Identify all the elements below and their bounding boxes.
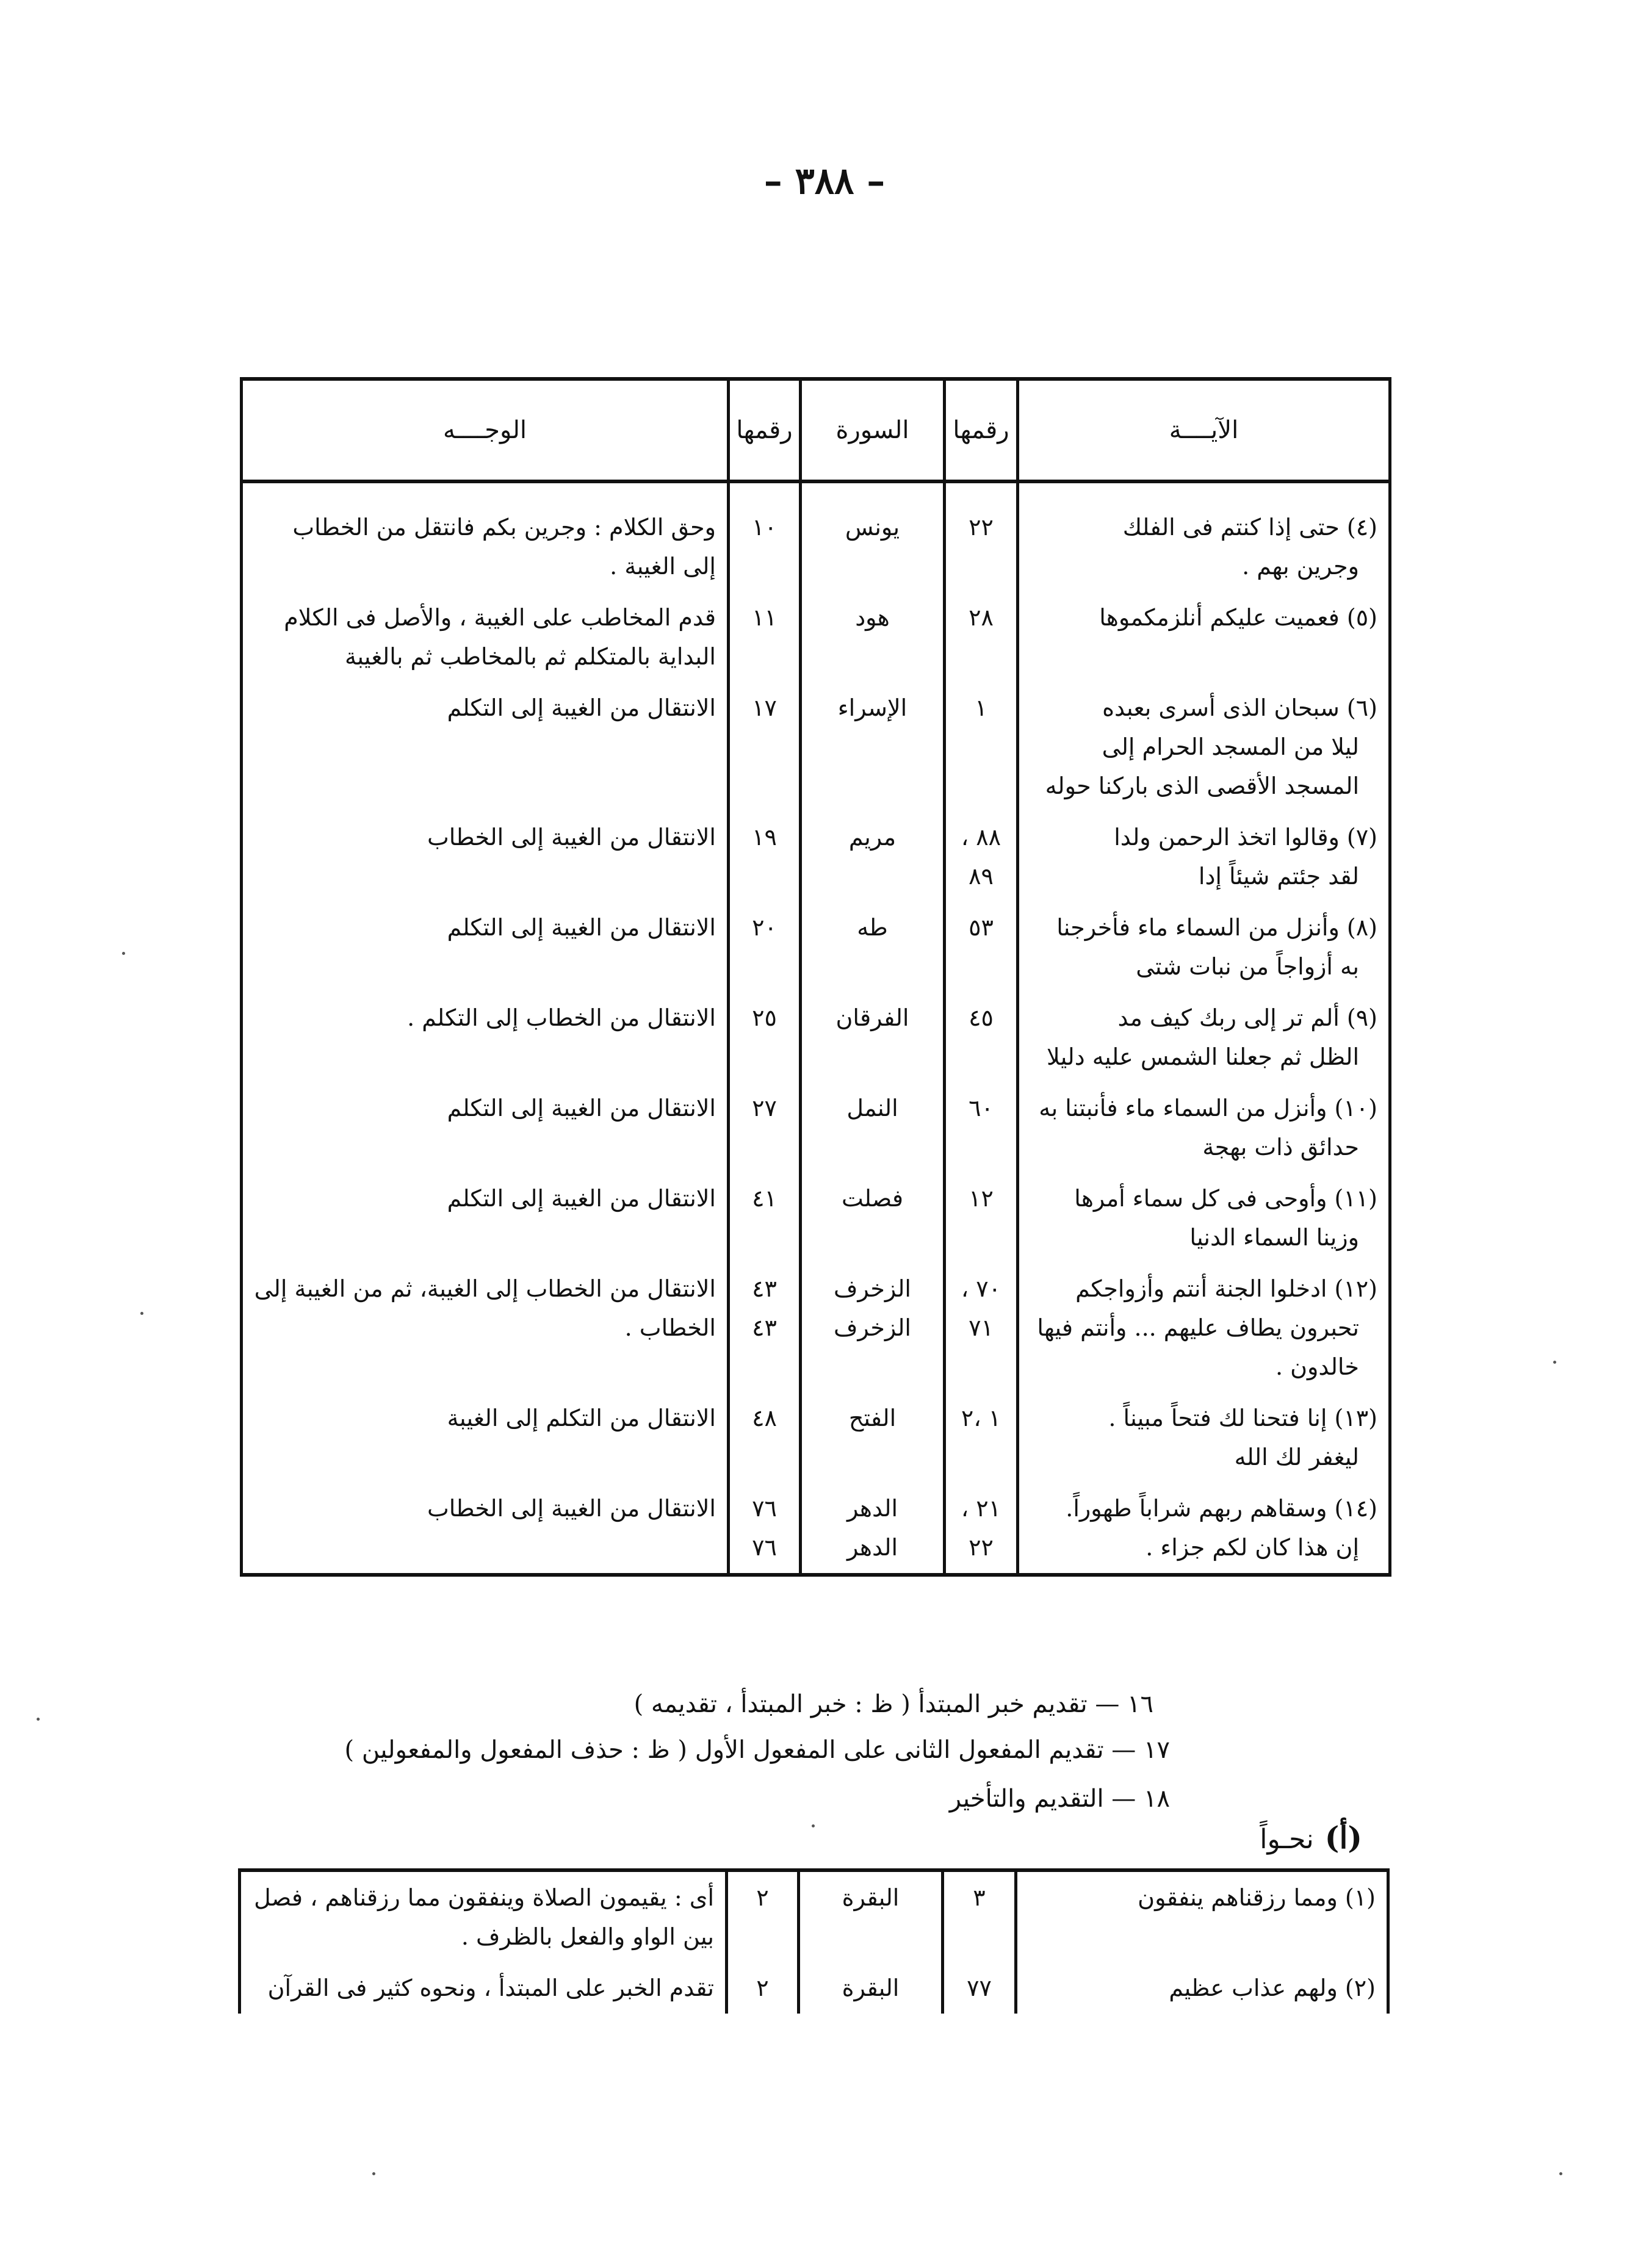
aya-cell — [1018, 1082, 1390, 1173]
wajh-cell — [242, 1173, 729, 1263]
note-17: ١٧ — تقديم المفعول الثانى على المفعول الأول ( ظ : حذف المفعول والمفعولين ) — [344, 1736, 1170, 1764]
sura-number-cell-text: ٢٥ — [752, 1004, 777, 1031]
header-aya-number: رقمها — [945, 379, 1018, 481]
aya-number-cell-text: ٧٧ — [967, 1975, 992, 2001]
aya-cell-text: (٧) وقالوا اتخذ الرحمن ولدا — [1114, 824, 1377, 851]
aya-cell-text-2: وجرين بهم . — [1242, 553, 1359, 580]
second-table — [238, 1868, 1390, 2014]
wajh-cell — [242, 682, 729, 812]
sura-cell-text: الفتح — [848, 1405, 897, 1431]
sura-cell-text: الإسراء — [837, 694, 907, 721]
aya-cell-text: (٨) وأنزل من السماء ماء فأخرجنا — [1056, 914, 1377, 941]
sura-cell — [801, 902, 945, 992]
aya-cell — [1016, 1962, 1388, 2014]
table-row — [242, 502, 1390, 592]
sura-number-cell — [729, 592, 801, 682]
aya-number-cell — [945, 592, 1018, 682]
wajh-cell — [242, 992, 729, 1082]
page-number: – ٣٨٨ – — [763, 160, 886, 203]
wajh-cell-text: الانتقال من التكلم إلى الغيبة — [447, 1405, 716, 1431]
table-row — [240, 1870, 1388, 1962]
sura-number-cell — [729, 1263, 801, 1392]
aya-number-cell-text: ١٢ — [969, 1185, 994, 1212]
wajh-cell-text: وحق الكلام : وجرين بكم فانتقل من الخطاب إلى الغيبة . — [292, 514, 716, 580]
aya-number-cell — [945, 992, 1018, 1082]
aya-cell-text: (١) ومما رزقناهم ينفقون — [1138, 1884, 1376, 1911]
sura-number-cell — [729, 682, 801, 812]
sura-cell-text: الزخرف — [834, 1275, 911, 1302]
aya-number-cell — [945, 1173, 1018, 1263]
main-table — [240, 377, 1391, 1577]
wajh-cell-text: قدم المخاطب على الغيبة ، والأصل فى الكلام البداية بالمتكلم ثم بالمخاطب ثم بالغيبة — [284, 604, 716, 670]
aya-number-cell-text: ١ ،٢ — [961, 1405, 1001, 1431]
aya-cell-text: (١٤) وسقاهم ربهم شراباً طهوراً. — [1066, 1495, 1377, 1522]
sura-cell — [801, 812, 945, 902]
aya-cell-text-2: إن هذا كان لكم جزاء . — [1146, 1534, 1359, 1561]
aya-cell — [1018, 1263, 1390, 1392]
wajh-cell-text: الانتقال من الغيبة إلى الخطاب — [427, 824, 716, 851]
sura-cell-text: يونس — [845, 514, 900, 541]
table-row — [242, 812, 1390, 902]
wajh-cell-text: الانتقال من الغيبة إلى التكلم — [447, 914, 716, 941]
main-table-body — [242, 481, 1390, 1575]
aya-cell — [1016, 1870, 1388, 1962]
table-row — [242, 682, 1390, 812]
header-wajh: الوجــــه — [242, 379, 729, 481]
aya-number-cell — [945, 502, 1018, 592]
sura-cell-text: الدهر — [846, 1495, 898, 1522]
aya-number-cell-text: ٦٠ — [969, 1095, 994, 1121]
aya-cell-text-2: الظل ثم جعلنا الشمس عليه دليلا — [1047, 1043, 1359, 1070]
table-row — [242, 902, 1390, 992]
note-18: ١٨ — التقديم والتأخير — [949, 1785, 1170, 1813]
sura-cell-text: مريم — [848, 824, 897, 851]
sura-number-cell — [729, 1392, 801, 1483]
aya-cell-text: (١٢) ادخلوا الجنة أنتم وأزواجكم — [1075, 1275, 1377, 1302]
header-aya: الآيــــة — [1018, 379, 1390, 481]
sura-number-cell — [729, 992, 801, 1082]
sura-number-cell-text: ٤١ — [752, 1185, 777, 1212]
sura-cell — [801, 992, 945, 1082]
table-row — [242, 592, 1390, 682]
sura-cell — [801, 1173, 945, 1263]
sura-number-cell — [729, 1082, 801, 1173]
table-row — [242, 1173, 1390, 1263]
aya-cell — [1018, 1392, 1390, 1483]
wajh-cell-text: الانتقال من الغيبة إلى التكلم — [447, 694, 716, 721]
wajh-cell — [242, 1082, 729, 1173]
sura-number-cell — [729, 502, 801, 592]
wajh-cell — [242, 1392, 729, 1483]
scan-speck — [122, 952, 125, 955]
aya-number-cell — [945, 902, 1018, 992]
sura-cell — [799, 1870, 943, 1962]
sura-cell — [801, 1483, 945, 1575]
table-row — [242, 992, 1390, 1082]
sura-cell-text-2: الدهر — [846, 1534, 898, 1561]
sura-number-cell-text: ١١ — [752, 604, 777, 631]
aya-cell-text: (١١) وأوحى فى كل سماء أمرها — [1074, 1185, 1377, 1212]
aya-cell-text: (٩) ألم تر إلى ربك كيف مد — [1117, 1004, 1377, 1031]
aya-number-cell — [943, 1962, 1016, 2014]
aya-number-cell-text: ٢١ ، — [961, 1495, 1001, 1522]
wajh-cell — [242, 1483, 729, 1575]
sura-cell — [801, 502, 945, 592]
table-row — [242, 1392, 1390, 1483]
aya-number-cell — [945, 1082, 1018, 1173]
sura-cell — [801, 1392, 945, 1483]
aya-number-cell — [945, 682, 1018, 812]
sura-number-cell-text-2: ٤٣ — [752, 1314, 777, 1341]
sura-cell — [801, 1082, 945, 1173]
table-row — [242, 1263, 1390, 1392]
sura-number-cell-text: ٢٧ — [752, 1095, 777, 1121]
scan-speck — [37, 1718, 40, 1721]
header-sura: السورة — [801, 379, 945, 481]
aya-cell — [1018, 902, 1390, 992]
sura-cell-text: فصلت — [841, 1185, 903, 1212]
wajh-cell — [240, 1962, 727, 2014]
aya-number-cell-text-2: ٨٩ — [969, 863, 994, 890]
wajh-cell-text: الانتقال من الغيبة إلى التكلم — [447, 1185, 716, 1212]
aya-number-cell — [945, 1392, 1018, 1483]
subsection-label: نحـواً — [1260, 1824, 1314, 1855]
table-row — [240, 1962, 1388, 2014]
scan-speck — [140, 1312, 143, 1315]
wajh-cell-text: الانتقال من الخطاب إلى الغيبة، ثم من الغيبة إلى الخطاب . — [254, 1275, 716, 1341]
wajh-cell-text: أى : يقيمون الصلاة وينفقون مما رزقناهم ، فصل بين الواو والفعل بالظرف . — [254, 1884, 714, 1950]
aya-number-cell-text: ٢٨ — [969, 604, 994, 631]
sura-number-cell-text: ٤٣ — [752, 1275, 777, 1302]
aya-cell — [1018, 1173, 1390, 1263]
sura-number-cell-text-2: ٧٦ — [752, 1534, 777, 1561]
aya-cell — [1018, 992, 1390, 1082]
wajh-cell — [242, 902, 729, 992]
wajh-cell — [242, 502, 729, 592]
aya-number-cell-text-2: ٢٢ — [969, 1534, 994, 1561]
aya-number-cell-text: ٣ — [973, 1884, 986, 1911]
aya-cell-text-2: به أزواجاً من نبات شتى — [1136, 953, 1359, 980]
aya-cell-text: (١٣) إنا فتحنا لك فتحاً مبيناً . — [1108, 1405, 1377, 1431]
sura-number-cell — [729, 1173, 801, 1263]
wajh-cell — [242, 592, 729, 682]
second-table-body — [240, 1870, 1388, 2014]
sura-number-cell-text: ١٠ — [752, 514, 777, 541]
note-16: ١٦ — تقديم خبر المبتدأ ( ظ : خبر المبتدأ ، تقديمه ) — [633, 1690, 1153, 1718]
wajh-cell-text: الانتقال من الخطاب إلى التكلم . — [407, 1004, 716, 1031]
table-row — [242, 1082, 1390, 1173]
aya-cell — [1018, 812, 1390, 902]
aya-cell — [1018, 502, 1390, 592]
table-spacer — [242, 481, 1390, 502]
sura-cell — [801, 682, 945, 812]
wajh-cell — [240, 1870, 727, 1962]
scan-speck — [1559, 2172, 1562, 2175]
sura-number-cell — [727, 1870, 799, 1962]
wajh-cell-text: الانتقال من الغيبة إلى التكلم — [447, 1095, 716, 1121]
aya-number-cell-text: ٧٠ ، — [961, 1275, 1001, 1302]
aya-cell — [1018, 682, 1390, 812]
scan-speck — [372, 2172, 375, 2175]
aya-cell-text: (٦) سبحان الذى أسرى بعبده — [1102, 694, 1377, 721]
sura-number-cell-text: ٢ — [756, 1975, 769, 2001]
wajh-cell — [242, 1263, 729, 1392]
aya-cell-text-2: وزينا السماء الدنيا — [1189, 1224, 1359, 1251]
sura-number-cell — [727, 1962, 799, 2014]
sura-number-cell-text: ٧٦ — [752, 1495, 777, 1522]
table-header-row — [242, 379, 1390, 481]
scan-speck — [1553, 1361, 1556, 1364]
sura-cell-text: طه — [857, 914, 888, 941]
aya-number-cell-text: ١ — [975, 694, 987, 721]
sura-number-cell-text: ٤٨ — [752, 1405, 777, 1431]
aya-number-cell — [945, 1263, 1018, 1392]
sura-cell — [801, 1263, 945, 1392]
sura-cell-text: هود — [855, 604, 890, 631]
sura-cell-text: البقرة — [842, 1975, 900, 2001]
sura-number-cell — [729, 902, 801, 992]
table-row — [242, 1483, 1390, 1575]
sura-cell-text: البقرة — [842, 1884, 900, 1911]
sura-cell — [799, 1962, 943, 2014]
sura-number-cell-text: ٢٠ — [752, 914, 777, 941]
aya-number-cell-text: ٨٨ ، — [961, 824, 1001, 851]
wajh-cell-text: الانتقال من الغيبة إلى الخطاب — [427, 1495, 716, 1522]
aya-number-cell-text: ٥٣ — [969, 914, 994, 941]
sura-number-cell — [729, 1483, 801, 1575]
subsection-heading — [1260, 1820, 1362, 1856]
aya-number-cell-text: ٢٢ — [969, 514, 994, 541]
aya-number-cell — [943, 1870, 1016, 1962]
aya-number-cell-text: ٤٥ — [969, 1004, 994, 1031]
aya-cell-text: (١٠) وأنزل من السماء ماء فأنبتنا به — [1039, 1095, 1377, 1121]
aya-number-cell — [945, 1483, 1018, 1575]
aya-cell-text: (٢) ولهم عذاب عظيم — [1169, 1975, 1376, 2001]
sura-cell-text: الفرقان — [835, 1004, 909, 1031]
aya-cell-text-2: حدائق ذات بهجة — [1202, 1134, 1359, 1161]
scan-speck — [812, 1824, 815, 1827]
sura-number-cell-text: ١٧ — [752, 694, 777, 721]
aya-cell-text-2: تحبرون يطاف عليهم ... وأنتم فيها خالدون . — [1037, 1314, 1359, 1380]
sura-number-cell-text: ١٩ — [752, 824, 777, 851]
aya-number-cell-text-2: ٧١ — [969, 1314, 994, 1341]
header-sura-number: رقمها — [729, 379, 801, 481]
aya-cell-text: (٤) حتى إذا كنتم فى الفلك — [1122, 514, 1377, 541]
sura-cell-text: النمل — [846, 1095, 898, 1121]
sura-number-cell-text: ٢ — [756, 1884, 769, 1911]
subsection-marker: (أ) — [1324, 1820, 1362, 1856]
aya-cell — [1018, 1483, 1390, 1575]
aya-cell — [1018, 592, 1390, 682]
sura-number-cell — [729, 812, 801, 902]
sura-cell-text-2: الزخرف — [834, 1314, 911, 1341]
wajh-cell — [242, 812, 729, 902]
aya-cell-text-2: ليغفر لك الله — [1234, 1444, 1359, 1471]
wajh-cell-text: تقدم الخبر على المبتدأ ، ونحوه كثير فى القرآن — [267, 1975, 714, 2001]
aya-cell-text-2: ليلا من المسجد الحرام إلى المسجد الأقصى الذى باركنا حوله — [1045, 733, 1359, 799]
aya-cell-text-2: لقد جئتم شيئاً إدا — [1198, 863, 1359, 890]
sura-cell — [801, 592, 945, 682]
aya-number-cell — [945, 812, 1018, 902]
aya-cell-text: (٥) فعميت عليكم أنلزمكموها — [1099, 604, 1377, 631]
